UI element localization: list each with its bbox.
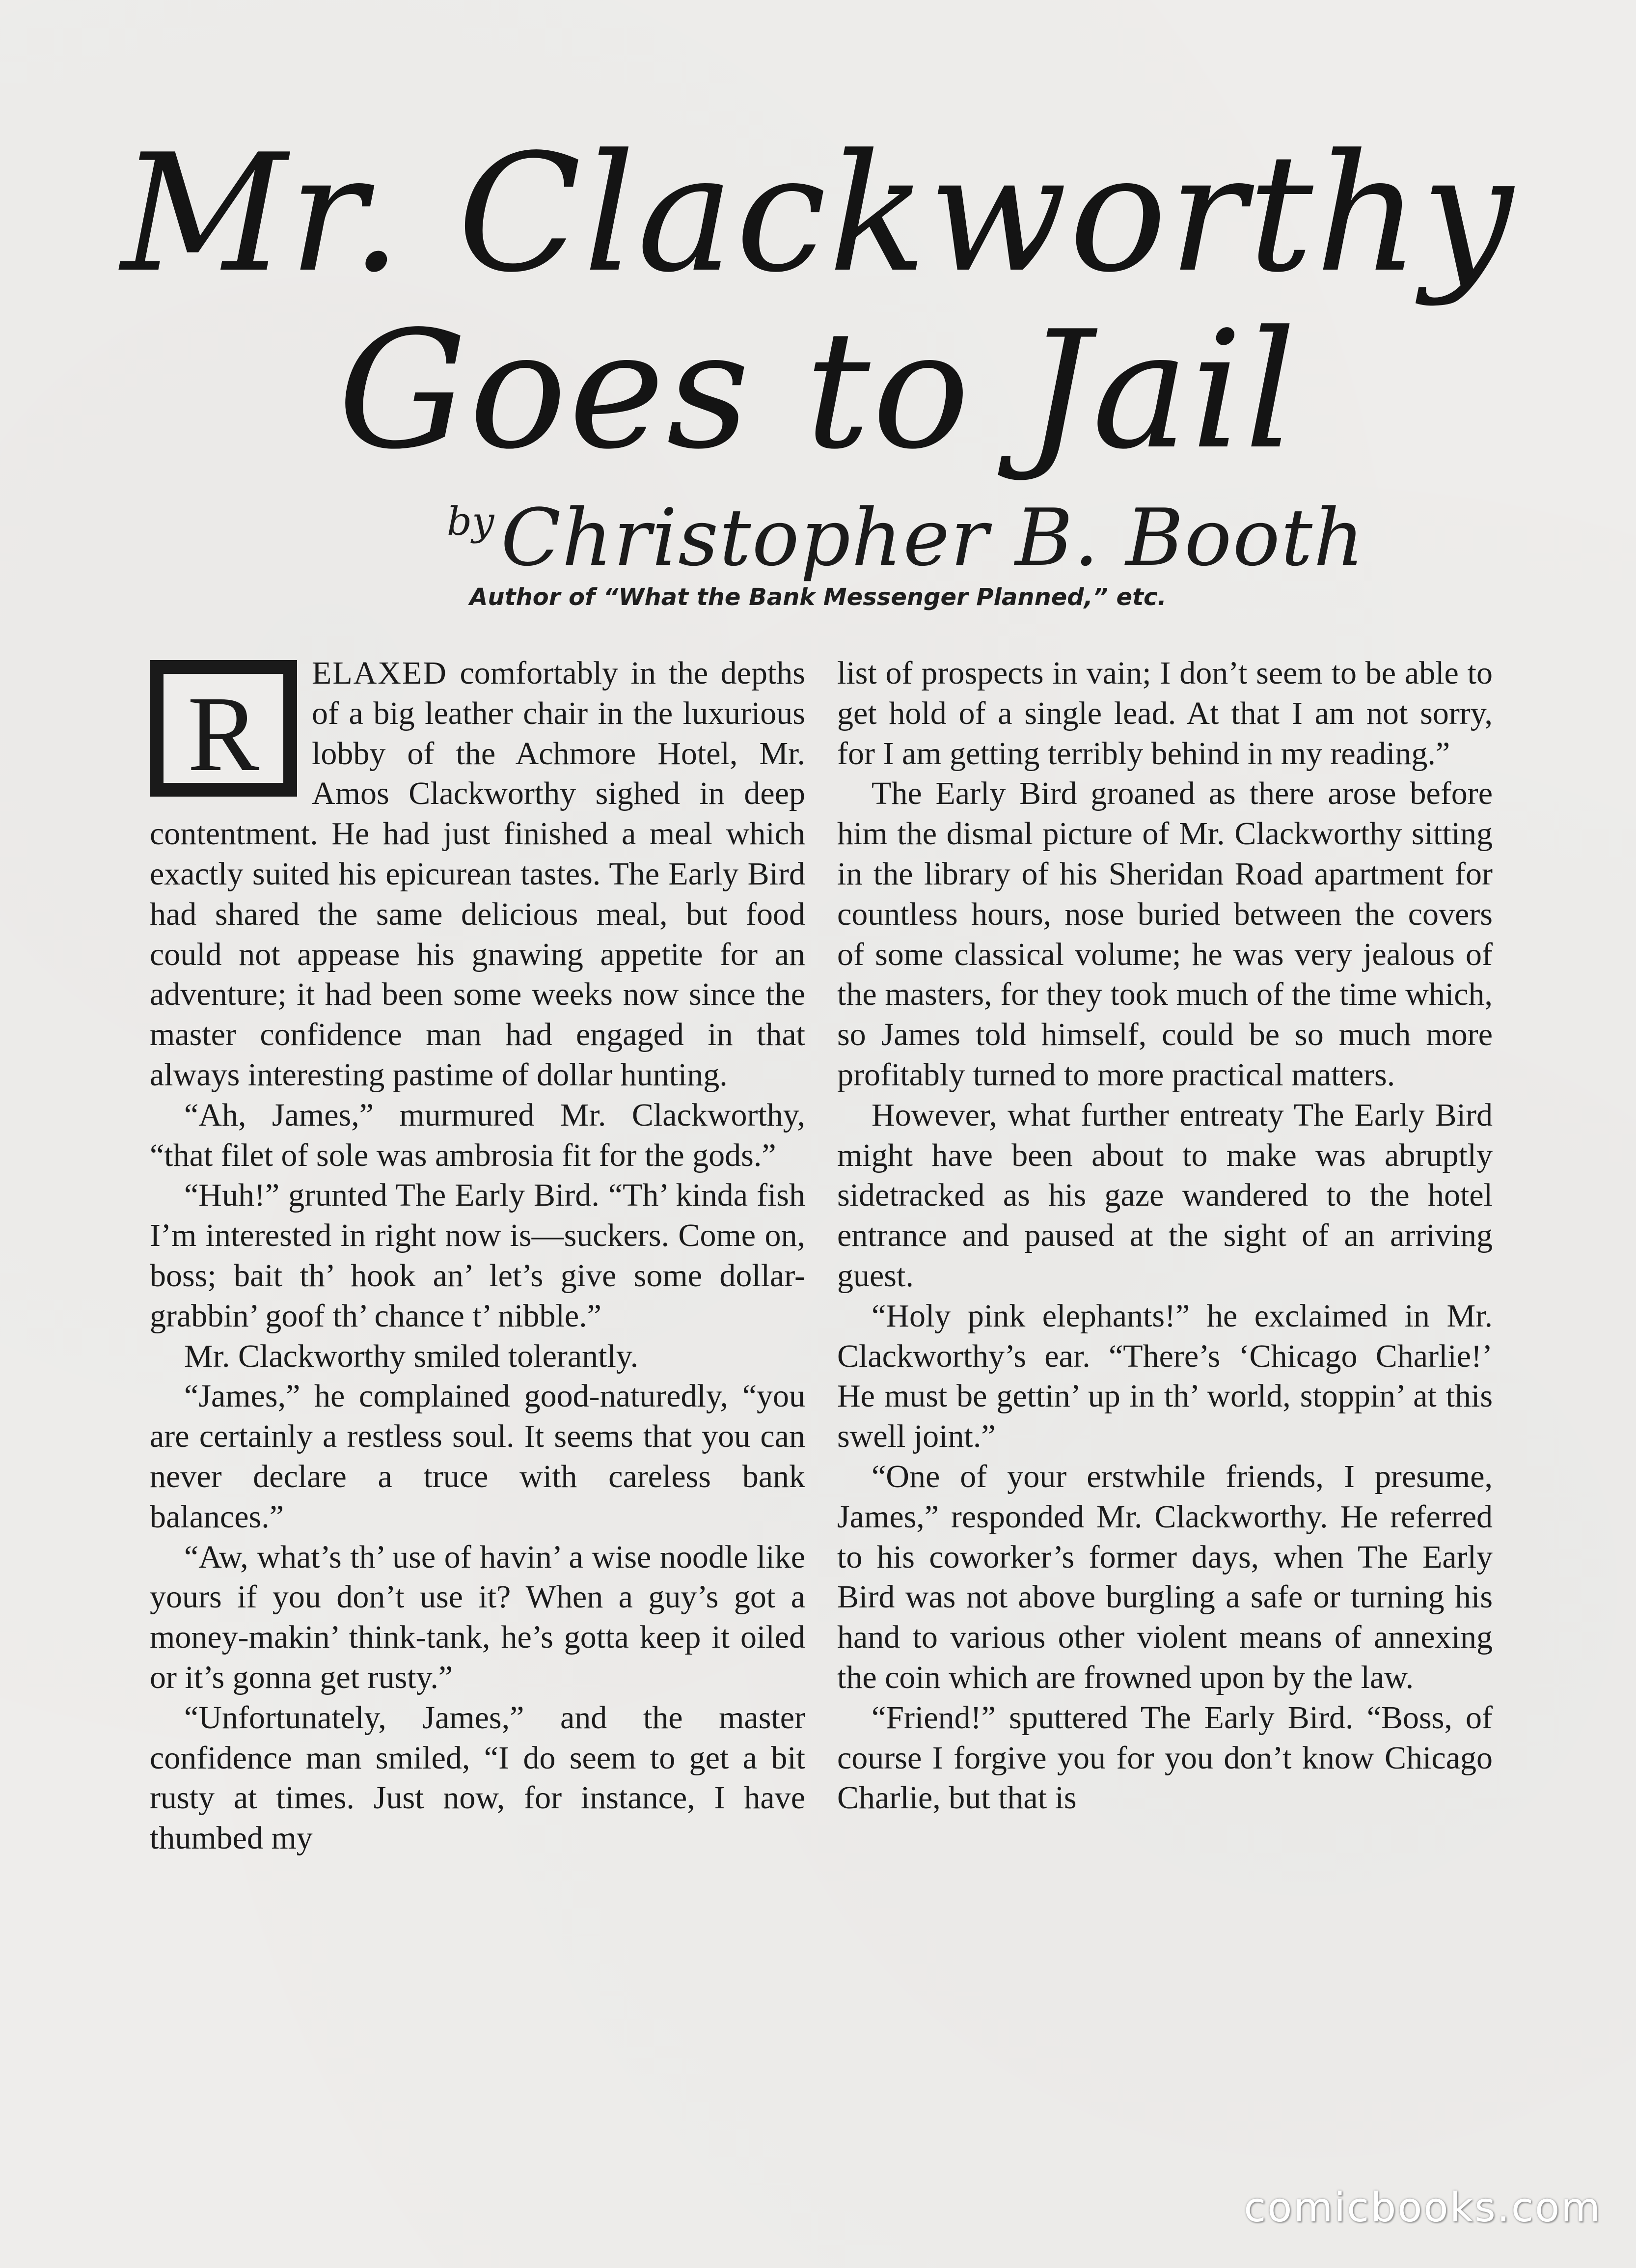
- paragraph: Mr. Clackworthy smiled tolerantly.: [184, 1338, 639, 1374]
- site-watermark: comicbooks.com: [1244, 2185, 1602, 2231]
- paragraph: “Aw, what’s th’ use of havin’ a wise noodle like yours if you don’t use it? When a guy’s got a money-makin’ think-tank, he’s gotta keep it oiled or it’s gonna get rusty.”: [150, 1539, 805, 1695]
- text-column-left: [150, 653, 805, 1858]
- author-credit: Author of “What the Bank Messenger Planned,” etc.: [469, 583, 1167, 611]
- byline: [432, 492, 1365, 583]
- paragraph: “Huh!” grunted The Early Bird. “Th’ kinda fish I’m interested in right now is—suckers. Come on, boss; bait th’ hook an’ let’s give some dollar-grabbin’ goof th’ chance t’ nibble.”: [150, 1177, 805, 1334]
- drop-cap-letter: R: [161, 671, 286, 786]
- paragraph: “Ah, James,” murmured Mr. Clackworthy, “that filet of sole was ambrosia fit for the gods.”: [150, 1097, 805, 1173]
- paragraph: “James,” he complained good-naturedly, “you are certainly a restless soul. It seems that you can never declare a truce with careless bank balances.”: [150, 1378, 805, 1535]
- paragraph: “Unfortunately, James,” and the master confidence man smiled, “I do seem to get a bit rusty at times. Just now, for instance, I have thumbed my: [150, 1699, 805, 1856]
- paragraph: “One of your erstwhile friends, I presume, James,” responded Mr. Clackworthy. He referred to his coworker’s former days, when The Early Bird was not above burgling a safe or turning his hand to various other violent means of annexing the coin which are frowned upon by the law.: [837, 1458, 1493, 1695]
- story-title-line-1: Mr. Clackworthy: [121, 119, 1515, 308]
- opening-text: comfortably in the depths of a big leather chair in the luxurious lobby of the Achmore Hotel, Mr. Amos Clackworthy sighed in deep contentment. He had just finished a meal which exactly suited his epicurean tastes. The Early Bird had shared the same delicious meal, but food could not appease his gnawing appetite for an adventure; it had been some weeks now since the master confidence man had engaged in that always interesting pastime of dollar hunting.: [150, 655, 805, 1093]
- story-title-line-2: Goes to Jail: [337, 296, 1299, 485]
- opening-paragraph: [150, 653, 805, 1095]
- paragraph-continuation: list of prospects in vain; I don’t seem to be able to get hold of a single lead. At that I am not sorry, for I am getting terribly behind in my reading.”: [837, 655, 1493, 772]
- paragraph: “Friend!” sputtered The Early Bird. “Boss, of course I forgive you for you don’t know Chicago Charlie, but that is: [837, 1699, 1493, 1816]
- paragraph: However, what further entreaty The Early Bird might have been about to make was abruptly sidetracked as his gaze wandered to the hotel entrance and paused at the sight of an arriving guest.: [837, 1097, 1493, 1294]
- by-mark: by: [447, 498, 494, 544]
- author-name: Christopher B. Booth: [501, 492, 1365, 583]
- drop-cap: [150, 660, 297, 797]
- paragraph: The Early Bird groaned as there arose before him the dismal picture of Mr. Clackworthy sitting in the library of his Sheridan Road apartment for countless hours, nose buried between the covers of some classical volume; he was very jealous of the masters, for they took much of the time which, so James told himself, could be so much more profitably turned to more practical matters.: [837, 775, 1493, 1093]
- opening-caps: ELAXED: [312, 655, 447, 691]
- paragraph: “Holy pink elephants!” he exclaimed in Mr. Clackworthy’s ear. “There’s ‘Chicago Charlie!’ He must be gettin’ up in th’ world, stoppin’ at this swell joint.”: [837, 1298, 1493, 1455]
- text-column-right: [837, 653, 1493, 1818]
